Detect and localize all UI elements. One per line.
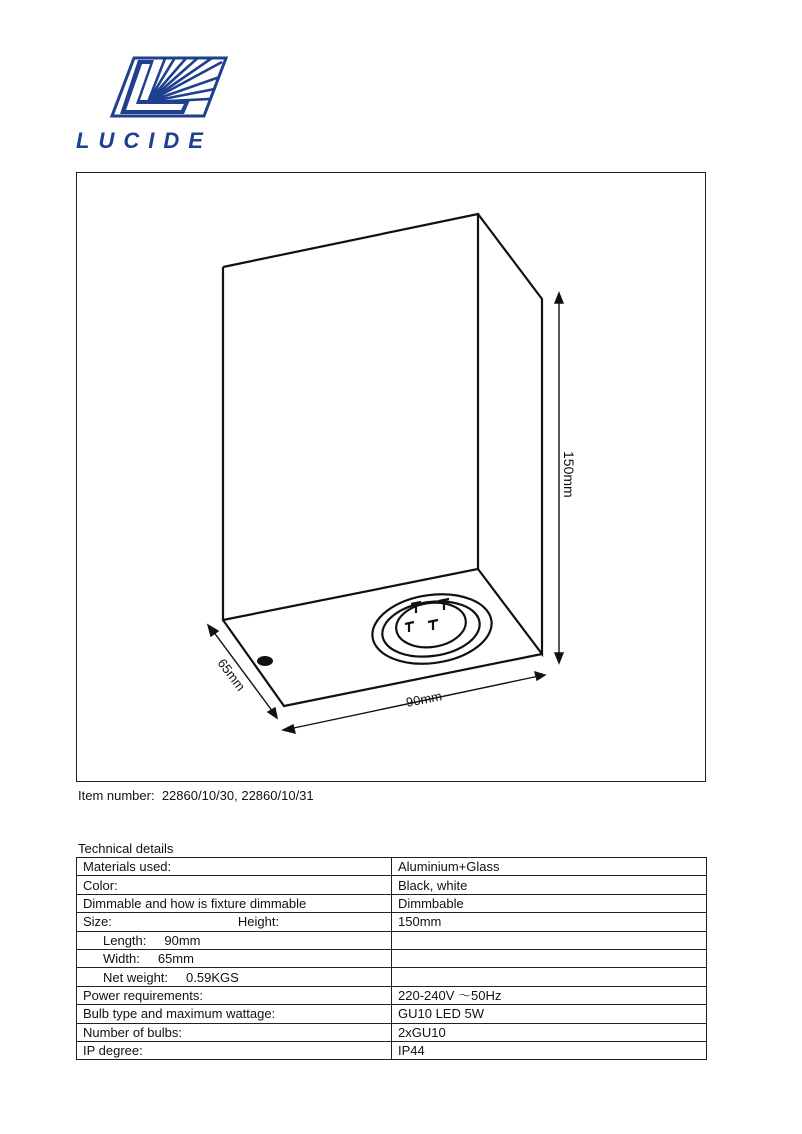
spec-value: 150mm (392, 913, 707, 931)
table-row (77, 876, 707, 894)
depth-dimension-label: 65mm (214, 655, 249, 694)
table-row (77, 931, 707, 949)
box-front-face (223, 214, 478, 620)
spec-label: Bulb type and maximum wattage: (77, 1005, 392, 1023)
spec-value: Dimmbable (392, 894, 707, 912)
spec-label-width: Width: 65mm (77, 949, 392, 967)
width-dimension-label: 90mm (404, 688, 444, 710)
screw-dot (257, 656, 273, 666)
spec-value: 2xGU10 (392, 1023, 707, 1041)
item-number-value: 22860/10/30, 22860/10/31 (161, 788, 314, 803)
spec-value (392, 931, 707, 949)
item-number (78, 788, 314, 803)
spec-value: Aluminium+Glass (392, 858, 707, 876)
spec-label-length: Length: 90mm (77, 931, 392, 949)
spec-value: Black, white (392, 876, 707, 894)
spec-label: Number of bulbs: (77, 1023, 392, 1041)
height-label: Height: (237, 914, 280, 930)
spec-value: 220-240V ～50Hz (392, 986, 707, 1004)
spec-value (392, 968, 707, 986)
spec-label-weight: Net weight: 0.59KGS (77, 968, 392, 986)
table-row (77, 1023, 707, 1041)
table-row (77, 913, 707, 931)
spec-value: IP44 (392, 1041, 707, 1059)
spec-label: Dimmable and how is fixture dimmable (77, 894, 392, 912)
box-side-face (478, 214, 542, 654)
spec-label: Color: (77, 876, 392, 894)
table-row (77, 968, 707, 986)
brand-name: LUCIDE (76, 128, 212, 153)
table-row (77, 1005, 707, 1023)
spec-label-size (77, 913, 392, 931)
size-label: Size: (83, 914, 112, 930)
spec-label: IP degree: (77, 1041, 392, 1059)
technical-details-table (76, 857, 707, 1060)
spec-label: Power requirements: (77, 986, 392, 1004)
table-row (77, 894, 707, 912)
spec-label: Materials used: (77, 858, 392, 876)
table-row (77, 986, 707, 1004)
height-dimension-label: 150mm (561, 451, 577, 498)
table-row (77, 949, 707, 967)
spec-value (392, 949, 707, 967)
table-row (77, 1041, 707, 1059)
table-row (77, 858, 707, 876)
spec-value: GU10 LED 5W (392, 1005, 707, 1023)
item-number-label: Item number: (78, 788, 155, 803)
technical-drawing (76, 172, 706, 782)
technical-details-title: Technical details (78, 841, 174, 856)
